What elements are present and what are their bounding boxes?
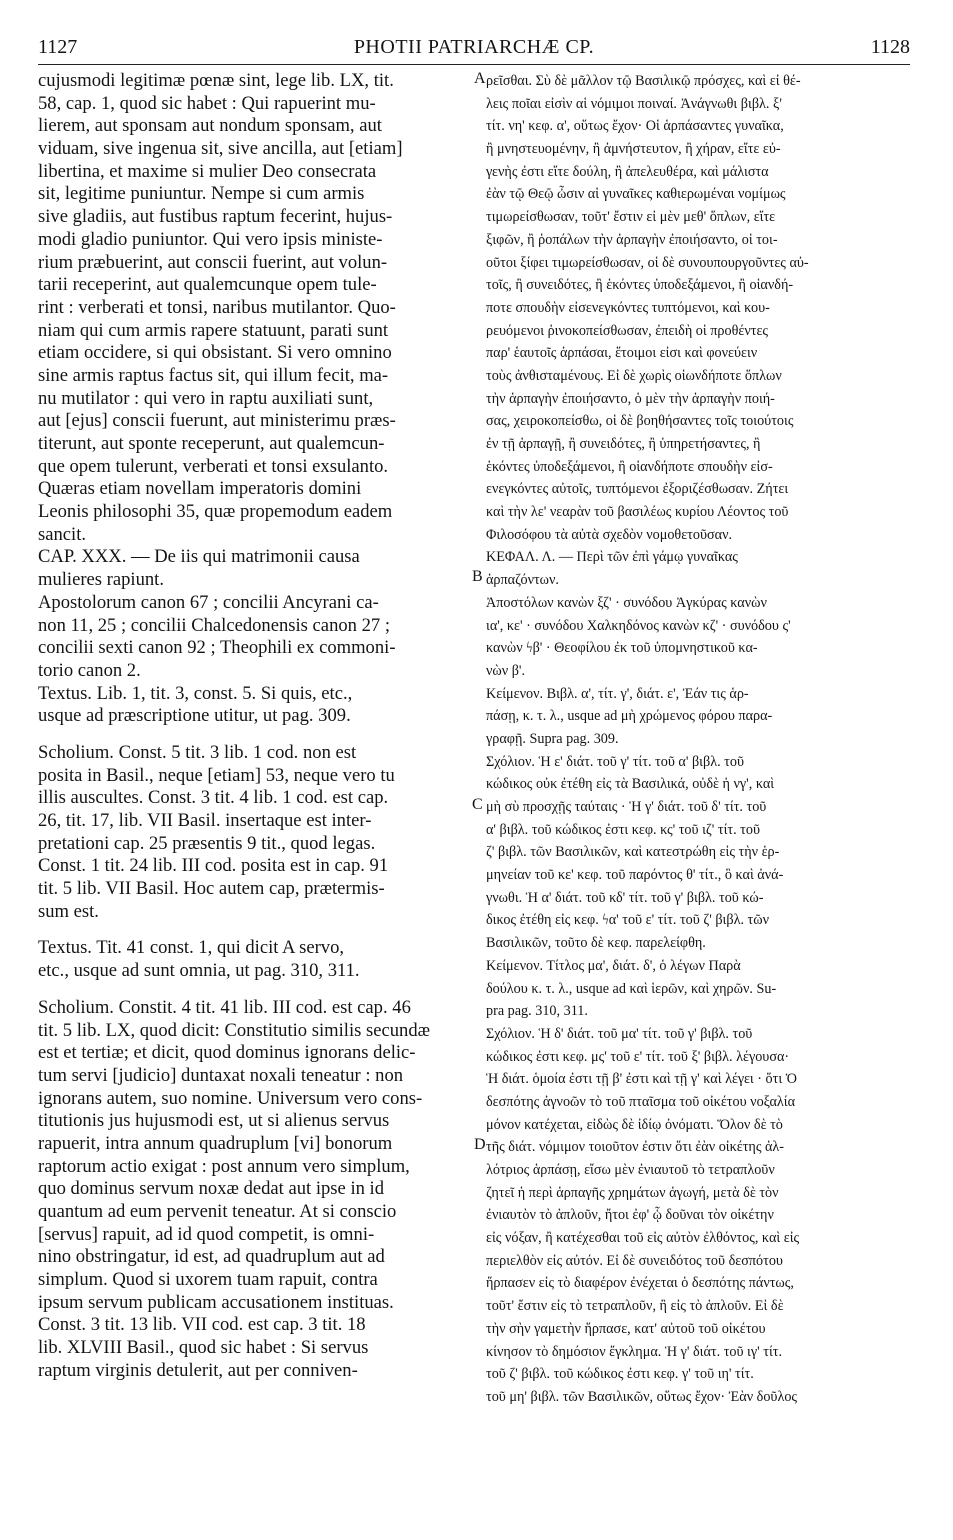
greek-text-line: Σχόλιον. Ἡ ε' διάτ. τοῦ γ' τίτ. τοῦ α' βιβλ. τοῦ: [486, 753, 744, 770]
margin-marker-a: A: [474, 70, 486, 87]
greek-text-line: ξιφῶν, ἢ ῥοπάλων τὴν ἁρπαγὴν ἐποιήσαντο, οἱ τοι-: [486, 231, 778, 248]
greek-text-line: λότριος ἁρπάσῃ, εἴσω μὲν ἐνιαυτοῦ τὸ τετραπλοῦν: [486, 1162, 775, 1178]
greek-text-line: ἐνιαυτὸν τὸ ἁπλοῦν, ἤτοι ἐφ' ᾧ δοῦναι τὸν οἰκέτην: [486, 1207, 774, 1224]
greek-text-line: Ἡ διάτ. ὁμοία ἐστι τῇ β' ἐστι καὶ τῇ γ' καὶ λέγει · ὅτι Ὁ: [486, 1071, 797, 1088]
greek-text-line: Φιλοσόφου τὰ αὐτὰ σχεδὸν νομοθετοῦσαν.: [486, 526, 733, 543]
latin-text-line: simplum. Quod si uxorem tuam rapuit, contra: [38, 1269, 378, 1291]
greek-text-line: γνωθι. Ἡ α' διάτ. τοῦ κδ' τίτ. τοῦ γ' βιβλ. τοῦ κώ-: [486, 889, 764, 906]
greek-text-line: τοῦ ζ' βιβλ. τοῦ κώδικος ἐστι κεφ. γ' τοῦ ιη' τίτ.: [486, 1366, 754, 1383]
greek-text-line: δικος ἐτέθη εἰς κεφ. ϟα' τοῦ ε' τίτ. τοῦ ζ' βιβλ. τῶν: [486, 912, 770, 929]
greek-column: [486, 70, 910, 1409]
latin-text-line: ipsum servum publicam accusationem instituas.: [38, 1291, 394, 1313]
greek-text-line: λεις ποῖαι εἰσὶν αἱ νόμιμοι ποιναί. Ἀνάγνωθι βιβλ. ξ': [486, 95, 782, 112]
greek-text-line: παρ' ἑαυτοῖς ἁρπάσαι, ἕτοιμοι εἰσι καὶ φονεύειν: [486, 345, 758, 362]
greek-text-line: περιελθὸν εἰς αὐτόν. Εἰ δὲ συνειδότος τοῦ δεσπότου: [486, 1252, 783, 1269]
greek-text-line: pra pag. 310, 311.: [486, 1003, 588, 1020]
greek-text-line: ποτε σπουδὴν εἰσενεγκόντες τυπτόμενοι, καὶ κου-: [486, 299, 770, 316]
greek-text-line: μὴ σὺ προσχῇς ταύταις · Ἡ γ' διάτ. τοῦ δ' τίτ. τοῦ: [486, 799, 767, 815]
latin-text-line: tum servi [judicio] duntaxat noxali teneatur : non: [38, 1064, 404, 1086]
greek-text-line: κίνησον τὸ δημόσιον ἔγκλημα. Ἡ γ' διάτ. τοῦ ιγ' τίτ.: [486, 1343, 783, 1360]
latin-text-line: posita in Basil., neque [etiam] 53, neque vero tu: [38, 764, 395, 786]
latin-text-line: mulieres rapiunt.: [38, 569, 164, 591]
latin-text-line: etiam occidere, si qui obsistant. Si vero omnino: [38, 342, 392, 364]
latin-column: [38, 70, 466, 1383]
latin-text-line: concilii sexti canon 92 ; Theophili ex commoni-: [38, 637, 396, 659]
greek-text-line: ρεῖσθαι. Σὺ δὲ μᾶλλον τῷ Βασιλικῷ πρόσχες, καὶ εἰ θέ-: [486, 73, 801, 89]
latin-text-line: 26, tit. 17, lib. VII Basil. insertaque est inter-: [38, 810, 372, 831]
latin-text-line: Const. 1 tit. 24 lib. III cod. posita est in cap. 91: [38, 855, 389, 877]
header-rule: [38, 64, 910, 65]
greek-text-line: τὴν ἁρπαγὴν ἐποιήσαντο, ὁ μὲν τὴν ἁρπαγὴν ποιή-: [486, 390, 775, 407]
latin-text-line: titerunt, aut sponte receperunt, aut qualemcun-: [38, 433, 385, 454]
latin-text-line: Const. 3 tit. 13 lib. VII cod. est cap. 3 tit. 18: [38, 1314, 366, 1336]
latin-text-line: raptum virginis detulerit, aut per conniven-: [38, 1359, 358, 1381]
latin-text-line: Textus. Tit. 41 const. 1, qui dicit A servo,: [38, 937, 345, 959]
margin-marker-d: D: [474, 1136, 486, 1153]
latin-text-line: Scholium. Const. 5 tit. 3 lib. 1 cod. non est: [38, 741, 357, 763]
latin-text-line: tit. 5 lib. LX, quod dicit: Constitutio similis secundæ: [38, 1019, 431, 1041]
greek-text-line: ἐὰν τῷ Θεῷ ὦσιν αἱ γυναῖκες καθιερωμέναι νομίμως: [486, 186, 786, 203]
latin-text-line: Quæras etiam novellam imperatoris domini: [38, 478, 362, 500]
latin-text-line: niam qui cum armis rapere statuunt, parati sunt: [38, 319, 389, 341]
latin-text-line: usque ad præscriptione utitur, ut pag. 309.: [38, 705, 351, 727]
greek-text-line: κώδικος οὐκ ἐτέθη εἰς τὰ Βασιλικά, οὐδὲ ἡ νγ', καὶ: [486, 776, 775, 793]
greek-text-line: τῆς διάτ. νόμιμον τοιοῦτον ἐστιν ὅτι ἐὰν οἰκέτης ἀλ-: [486, 1139, 785, 1156]
latin-text-line: Scholium. Constit. 4 tit. 41 lib. III cod. est cap. 46: [38, 996, 411, 1018]
greek-text-line: ια', κε' · συνόδου Χαλκηδόνος κανὼν κζ' · συνόδου ς': [486, 617, 791, 634]
latin-text-line: tit. 5 lib. VII Basil. Hoc autem cap, prætermis-: [38, 878, 385, 900]
latin-text-line: CAP. XXX. — De iis qui matrimonii causa: [38, 546, 360, 568]
greek-text-line: τίτ. νη' κεφ. α', οὕτως ἔχον· Οἱ ἁρπάσαντες γυναῖκα,: [486, 118, 784, 135]
section-gap: [38, 923, 466, 937]
greek-text-line: ζ' βιβλ. τῶν Βασιλικῶν, καὶ κατεστρώθη εἰς τὴν ἑρ-: [486, 844, 780, 861]
latin-text-line: quo dominus servum noxæ dedat aut ipse in id: [38, 1178, 385, 1200]
latin-text-line: modi gladio puniuntor. Qui vero ipsis ministe-: [38, 228, 383, 250]
latin-text-line: est et tertiæ; et dicit, quod dominus ignorans delic-: [38, 1042, 416, 1064]
latin-text-line: sive gladiis, aut fustibus raptum fecerint, hujus-: [38, 206, 393, 228]
margin-marker-b: B: [472, 568, 483, 585]
greek-text-line: τοὺς ἀνθισταμένους. Εἰ δὲ χωρὶς οἱωνδήποτε ὅπλων: [486, 367, 782, 384]
latin-text-line: rium præbuerint, aut conscii fuerint, aut volun-: [38, 251, 388, 273]
latin-text-line: lierem, aut sponsam aut nondum sponsam, aut: [38, 115, 382, 137]
greek-text-line: ρευόμενοι ῥινοκοπείσθωσαν, ἐπειδὴ οἱ προθέντες: [486, 322, 769, 339]
greek-text-line: πάσῃ, κ. τ. λ., usque ad μὴ χρώμενος φόρου παρα-: [486, 708, 773, 725]
latin-text-line: ignorans autem, suo nomine. Universum vero cons-: [38, 1087, 423, 1109]
section-gap: [38, 983, 466, 997]
greek-text-line: καὶ τὴν λε' νεαρὰν τοῦ βασιλέως κυρίου Λέοντος τοῦ: [486, 504, 789, 521]
section-gap: [38, 728, 466, 742]
latin-text-line: aut [ejus] conscii fuerunt, aut ministerimu præs-: [38, 410, 396, 432]
latin-text-line: raptorum actio exigat : post annum vero simplum,: [38, 1155, 410, 1177]
latin-text-line: sum est.: [38, 900, 99, 922]
latin-text-line: sit, legitime puniuntur. Nempe si cum armis: [38, 183, 365, 205]
latin-text-line: libertina, et maxime si mulier Deo consecrata: [38, 160, 377, 182]
margin-marker-c: C: [472, 796, 483, 813]
greek-text-line: ἢ μνηστευομένην, ἢ ἀμνήστευτον, ἢ χήραν, εἴτε εὐ-: [486, 141, 781, 158]
latin-text-line: lib. XLVIII Basil., quod sic habet : Si servus: [38, 1337, 369, 1359]
greek-text-line: ενεγκόντες αὐτοῖς, τυπτόμενοι ἐξοριζέσθωσαν. Ζήτει: [486, 481, 789, 498]
latin-text-line: tarii receperint, aut qualemcunque opem tule-: [38, 274, 377, 296]
greek-text-line: τὴν σὴν γαμετὴν ἥρπασε, κατ' αὐτοῦ τοῦ οἰκέτου: [486, 1320, 766, 1337]
greek-text-line: σας, χειροκοπείσθω, οἱ δὲ βοηθήσαντες τοῖς τοιούτοις: [486, 413, 794, 430]
latin-text-line: nino obstringatur, id est, ad quadruplum aut ad: [38, 1246, 385, 1268]
running-header: [38, 36, 910, 66]
page-number-left: 1127: [38, 36, 78, 58]
greek-text-line: μόνον κατέχεται, εἰδὼς δὲ ἰδίῳ ὀνόματι. Ὅλον δὲ τὸ: [486, 1116, 783, 1133]
greek-text-line: Σχόλιον. Ἡ δ' διάτ. τοῦ μα' τίτ. τοῦ γ' βιβλ. τοῦ: [486, 1025, 753, 1042]
latin-text-line: nu mutilator : qui vero in raptu auxiliati sunt,: [38, 387, 374, 409]
latin-text-line: sancit.: [38, 523, 87, 545]
greek-text-line: α' βιβλ. τοῦ κώδικος ἐστι κεφ. κς' τοῦ ιζ' τίτ. τοῦ: [486, 821, 761, 838]
greek-text-line: εἰς νόξαν, ἢ κατέχεσθαι τοῦ εἰς αὐτὸν ἐλθόντος, καὶ εἰς: [486, 1230, 800, 1247]
latin-text-line: 58, cap. 1, quod sic habet : Qui rapuerint mu-: [38, 92, 376, 114]
latin-text-line: quantum ad eum pervenit teneatur. At si conscio: [38, 1201, 397, 1222]
latin-text-line: titutionis jus hujusmodi est, ut si alienus servus: [38, 1110, 390, 1132]
greek-text-line: Βασιλικῶν, τοῦτο δὲ κεφ. παρελείφθη.: [486, 935, 706, 952]
greek-text-line: ἑκόντες ὑποδεξάμενοι, ἢ οἱανδήποτε σπουδὴν εἰσ-: [486, 458, 773, 475]
running-title: PHOTII PATRIARCHÆ CP.: [353, 36, 595, 58]
greek-text-line: δούλου κ. τ. λ., usque ad καὶ ἱερῶν, καὶ χηρῶν. Su-: [486, 980, 777, 997]
greek-text-line: κανὼν ϟβ' · Θεοφίλου ἐκ τοῦ ὑπομνηστικοῦ κα-: [486, 640, 758, 657]
latin-text-line: etc., usque ad sunt omnia, ut pag. 310, 311.: [38, 960, 360, 982]
greek-text-line: τοῦ μη' βιβλ. τῶν Βασιλικῶν, οὕτως ἔχον· Ἐὰν δοῦλος: [486, 1388, 798, 1405]
greek-text-line: τοῖς, ἢ συνειδότες, ἢ ἑκόντες ὑποδεξάμενοι, ἢ οἱανδή-: [486, 277, 794, 294]
latin-text-line: torio canon 2.: [38, 659, 141, 681]
latin-text-line: Leonis philosophi 35, quæ propemodum eadem: [38, 501, 393, 523]
page-number-right: 1128: [870, 36, 910, 58]
greek-text-line: τοῦτ' ἔστιν εἰς τὸ τετραπλοῦν, ἢ εἰς τὸ ἁπλοῦν. Εἰ δὲ: [486, 1298, 784, 1315]
latin-text-line: pretationi cap. 25 præsentis 9 tit., quod legas.: [38, 832, 376, 854]
latin-text-line: illis auscultes. Const. 3 tit. 4 lib. 1 cod. est cap.: [38, 787, 389, 809]
greek-text-line: Κείμενον. Βιβλ. α', τίτ. γ', διάτ. ε', Ἐάν τις ἁρ-: [486, 685, 749, 702]
greek-text-line: Κείμενον. Τίτλος μα', διάτ. δ', ὁ λέγων Παρὰ: [486, 957, 741, 974]
latin-text-line: [servus] rapuit, ad id quod competit, is omni-: [38, 1223, 375, 1245]
greek-text-line: τιμωρείσθωσαν, τοῦτ' ἔστιν εἰ μὲν μεθ' ὅπλων, εἴτε: [486, 209, 776, 226]
greek-text-line: ζητεῖ ἡ περὶ ἁρπαγῆς χρημάτων ἀγωγή, μετὰ δὲ τὸν: [486, 1184, 779, 1201]
greek-text-line: ΚΕΦΑΛ. Λ. — Περὶ τῶν ἐπὶ γάμῳ γυναῖκας: [486, 549, 738, 566]
latin-text-line: rint : verberati et tonsi, naribus mutilantor. Quo-: [38, 296, 396, 318]
latin-text-line: viduam, sive ingenua sit, sive ancilla, aut [etiam]: [38, 138, 403, 160]
latin-text-line: non 11, 25 ; concilii Chalcedonensis canon 27 ;: [38, 614, 391, 636]
greek-text-line: οῦτοι ξίφει τιμωρείσθωσαν, οἱ δὲ συνουπουργοῦντες αὐ-: [486, 254, 809, 271]
latin-text-line: sine armis raptus factus sit, qui illum fecit, ma-: [38, 364, 389, 386]
latin-text-line: que opem tulerunt, verberati et tonsi exsulanto.: [38, 455, 389, 477]
latin-text-line: Textus. Lib. 1, tit. 3, const. 5. Si quis, etc.,: [38, 682, 353, 704]
greek-text-line: ἐν τῇ ἁρπαγῇ, ἢ συνειδότες, ἢ ὑπηρετήσαντες, ἢ: [486, 436, 761, 452]
greek-text-line: νὼν β'.: [486, 662, 526, 679]
greek-text-line: ἥρπασεν εἰς τὸ διαφέρον ἐνέχεται ὁ δεσπότης πάντως,: [486, 1275, 794, 1292]
greek-text-line: ἁρπαζόντων.: [486, 572, 559, 589]
greek-text-line: μηνείαν τοῦ κε' κεφ. τοῦ παρόντος θ' τίτ., ὃ καὶ ἀνά-: [486, 867, 784, 884]
latin-text-line: cujusmodi legitimæ pœnæ sint, lege lib. LX, tit.: [38, 70, 394, 91]
greek-text-line: δεσπότης ἀγνοῶν τὸ τοῦ πταῖσμα τοῦ οἰκέτου νοξαλία: [486, 1093, 796, 1110]
greek-text-line: γενὴς ἐστι εἴτε δούλη, ἢ ἀπελευθέρα, καὶ μάλιστα: [486, 163, 769, 180]
greek-text-line: Ἀποστόλων κανὼν ξζ' · συνόδου Ἀγκύρας κανὼν: [486, 594, 767, 611]
greek-text-line: γραφῇ. Supra pag. 309.: [486, 730, 619, 747]
greek-text-line: κώδικος ἐστι κεφ. μς' τοῦ ε' τίτ. τοῦ ξ' βιβλ. λέγουσα·: [486, 1048, 790, 1065]
latin-text-line: Apostolorum canon 67 ; concilii Ancyrani ca-: [38, 591, 379, 613]
latin-text-line: rapuerit, intra annum quadruplum [vi] bonorum: [38, 1132, 393, 1154]
